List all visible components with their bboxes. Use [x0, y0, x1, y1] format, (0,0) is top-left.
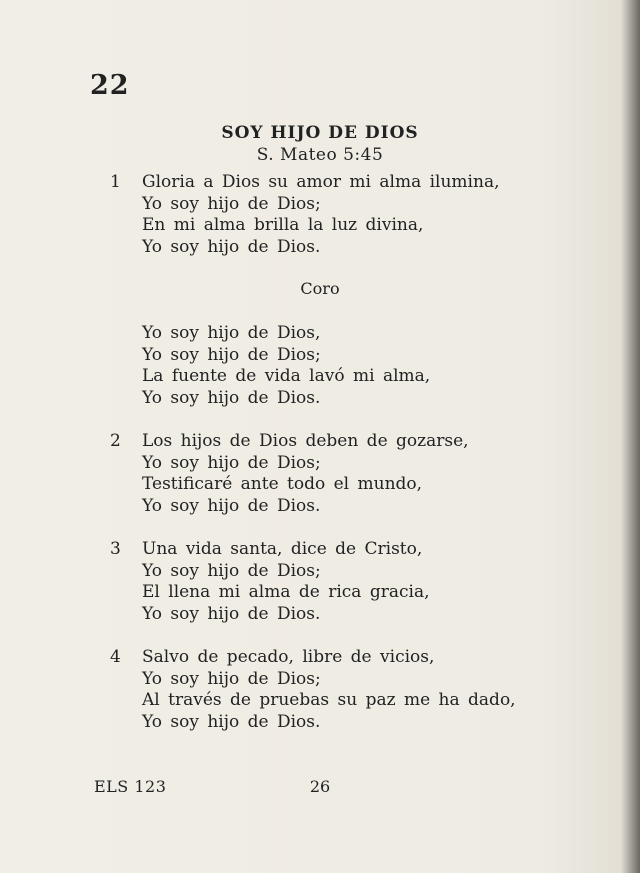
chorus-line: Yo soy hijo de Dios,	[142, 323, 321, 343]
stanza-line: Yo soy hijo de Dios.	[142, 711, 321, 732]
stanza-line: El llena mi alma de rica gracia,	[142, 582, 430, 603]
stanza-number: 1	[110, 172, 121, 192]
stanza-line: Yo soy hijo de Dios.	[142, 495, 321, 516]
stanza-line: Yo soy hijo de Dios.	[142, 236, 321, 257]
stanza-line: Yo soy hijo de Dios;	[142, 560, 321, 581]
stanza-1	[110, 172, 499, 258]
stanza-number: 4	[110, 647, 121, 667]
page-number: 26	[309, 777, 331, 796]
stanza-line: Yo soy hijo de Dios;	[142, 193, 321, 214]
chorus-heading: Coro	[300, 279, 340, 298]
chorus-line: Yo soy hijo de Dios.	[142, 387, 321, 408]
stanza-number: 2	[110, 431, 121, 451]
stanza-line: Gloria a Dios su amor mi alma ilumina,	[142, 172, 500, 192]
stanza-line: Yo soy hijo de Dios;	[142, 452, 321, 473]
stanza-line: Yo soy hijo de Dios;	[142, 668, 321, 689]
stanza-line: En mi alma brilla la luz divina,	[142, 215, 424, 236]
scripture-reference: S. Mateo 5:45	[256, 145, 384, 165]
chorus-line: Yo soy hijo de Dios;	[142, 344, 321, 365]
hymn-title: SOY HIJO DE DIOS	[221, 123, 419, 143]
book-code: ELS 123	[94, 777, 167, 796]
stanza-3	[110, 539, 429, 625]
stanza-number: 3	[110, 539, 121, 559]
stanza-line: Los hijos de Dios deben de gozarse,	[142, 431, 469, 451]
stanza-line: Una vida santa, dice de Cristo,	[142, 539, 423, 559]
stanza-line: Yo soy hijo de Dios.	[142, 603, 321, 624]
hymn-number: 22	[90, 70, 130, 101]
stanza-line: Al través de pruebas su paz me ha dado,	[142, 690, 516, 711]
chorus-line: La fuente de vida lavó mi alma,	[142, 366, 431, 387]
stanza-line: Salvo de pecado, libre de vicios,	[142, 647, 435, 667]
stanza-4	[110, 647, 516, 733]
chorus	[110, 323, 430, 409]
stanza-line: Testificaré ante todo el mundo,	[142, 474, 423, 495]
stanza-2	[110, 431, 469, 517]
